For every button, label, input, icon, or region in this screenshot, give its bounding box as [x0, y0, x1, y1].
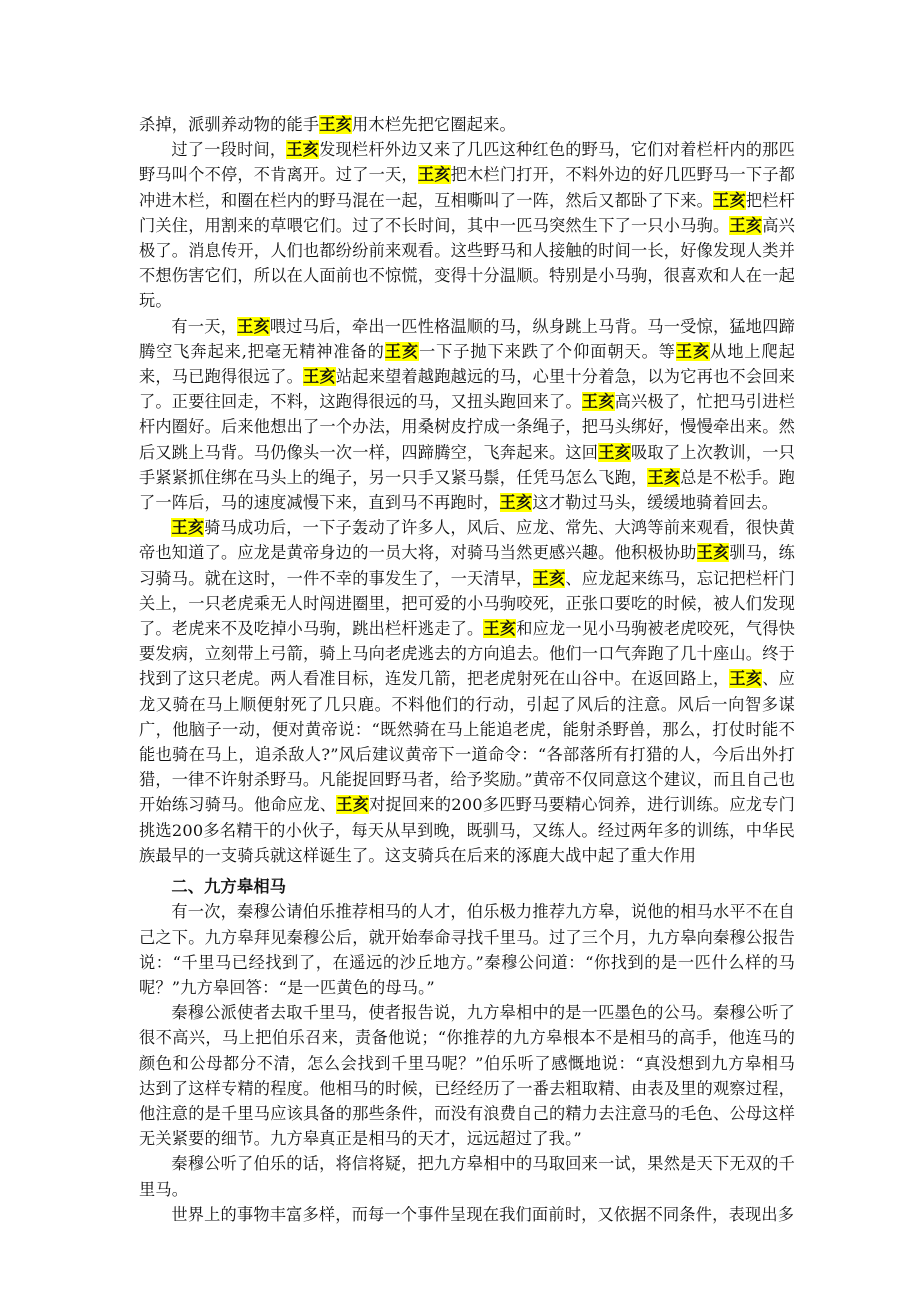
highlighted-name: 王亥 [237, 316, 270, 336]
highlighted-name: 王亥 [336, 795, 370, 815]
section-heading [139, 874, 795, 899]
text-run: 一下子抛下来跌了个仰面朝天。等 [419, 341, 676, 361]
paragraph [139, 314, 795, 516]
paragraph [139, 899, 795, 1000]
text-run: 有一天， [171, 316, 238, 336]
text-run: 高兴极了，忙把马引进栏杆内圈好。后来他想出了一个办法，用桑树皮拧成一条绳子，把马头绑好，慢慢牵出来。然后又跳上马背。马仍像头一次一样，四蹄腾空，飞奔起来。这回 [139, 392, 795, 462]
text-run: 过了一段时间， [171, 140, 287, 160]
text-run: 发现栏杆外边又来了几匹这种红色的野马，它们对着栏杆内的那匹野马叫个不停，不肯离开。过了一天， [139, 140, 795, 185]
paragraph [139, 515, 795, 868]
paragraph [139, 112, 795, 137]
text-run: 总是不松手。跑了一阵后，马的速度减慢下来，直到马不再跑时， [139, 467, 796, 513]
highlighted-name: 王亥 [483, 619, 517, 639]
highlighted-name: 王亥 [303, 367, 336, 387]
highlighted-name: 王亥 [729, 215, 763, 235]
highlighted-name: 王亥 [499, 493, 533, 513]
text-run: 从地上爬起来，马已跑得很远了。 [139, 341, 795, 387]
highlighted-name: 王亥 [713, 190, 746, 210]
paragraph [139, 1151, 795, 1201]
highlighted-name: 王亥 [598, 442, 632, 462]
highlighted-name: 王亥 [417, 165, 451, 185]
highlighted-name: 王亥 [319, 115, 353, 134]
text-run: 喂过马后，牵出一匹性格温顺的马，纵身跳上马背。马一受惊，猛地四蹄腾空飞奔起来,把毫无精神准备的 [139, 316, 795, 361]
text-run: 驯马，练习骑马。就在这时，一件不幸的事发生了，一天清早， [139, 543, 795, 588]
text-run: 把木栏门打开，不料外边的好几匹野马一下子都冲进木栏，和圈在栏内的野马混在一起，互相嘶叫了一阵，然后又都卧了下来。 [139, 165, 796, 210]
highlighted-name: 王亥 [384, 341, 420, 361]
highlighted-name: 王亥 [532, 568, 566, 588]
text-run: 有一次，秦穆公请伯乐推荐相马的人才，伯乐极力推荐九方皋，说他的相马水平不在自己之下。九方皋拜见秦穆公后，就开始奉命寻找千里马。过了三个月，九方皋向秦穆公报告说：“千里马已经找到了，在遥远的沙丘地方。”秦穆公问道：“你找到的是一匹什么样的马呢？”九方皋回答：“是一匹黄色的母马。” [139, 902, 795, 997]
text-run: 吸取了上次教训，一只手紧紧抓住绑在马头上的绳子，另一只手又紧马鬃，任凭马怎么飞跑， [139, 442, 796, 487]
text-run: 二、九方皋相马 [171, 877, 287, 897]
text-run: 秦穆公听了伯乐的话，将信将疑，把九方皋相中的马取回来一试，果然是天下无双的千里马。 [139, 1154, 795, 1199]
text-run: 、应龙又骑在马上顺便射死了几只鹿。不料他们的行动，引起了风后的注意。风后一向智多谋广，他脑子一动，便对黄帝说：“既然骑在马上能追老虎，能射杀野兽，那么，打仗时能不能也骑在马上，追杀敌人?”风后建议黄帝下一道命令：“各部落所有打猎的人，今后出外打猎，一律不许射杀野马。凡能捉回野马者，给予奖励。”黄帝不仅同意这个建议，而且自己也开始练习骑马。他命应龙、 [139, 669, 796, 815]
paragraph [139, 1202, 795, 1227]
paragraph [139, 1000, 795, 1151]
highlighted-name: 王亥 [647, 467, 681, 487]
highlighted-name: 王亥 [171, 518, 205, 538]
highlighted-name: 王亥 [675, 341, 711, 361]
highlighted-name: 王亥 [696, 543, 730, 563]
text-run: 骑马成功后，一下子轰动了许多人，风后、应龙、常先、大鸿等前来观看，很快黄帝也知道了。应龙是黄帝身边的一员大将，对骑马当然更感兴趣。他积极协助 [139, 518, 795, 563]
document-body [139, 112, 795, 1227]
text-run: 、应龙起来练马，忘记把栏杆门关上，一只老虎乘无人时闯进圈里，把可爱的小马驹咬死，正张口要吃的时候，被人们发现了。老虎来不及吃掉小马驹，跳出栏杆逃走了。 [139, 568, 795, 639]
text-run: 世界上的事物丰富多样，而每一个事件呈现在我们面前时，又依据不同条件，表现出多 [171, 1204, 795, 1224]
text-run: 高兴极了。消息传开，人们也都纷纷前来观看。这些野马和人接触的时间一长，好像发现人类并不想伤害它们，所以在人面前也不惊慌，变得十分温顺。特别是小马驹，很喜欢和人在一起玩。 [139, 215, 796, 311]
text-run: 把栏杆门关住，用割来的草喂它们。过了不长时间，其中一匹马突然生下了一只小马驹。 [139, 190, 796, 235]
text-run: 杀掉，派驯养动物的能手 [139, 115, 320, 134]
text-run: 用木栏先把它圈起来。 [352, 115, 516, 134]
text-run: 这才勒过马头，缓缓地骑着回去。 [532, 493, 779, 513]
text-run: 对捉回来的200多匹野马要精心饲养，进行训练。应龙专门挑选200多名精干的小伙子，每天从早到晚，既驯马，又练人。经过两年多的训练，中华民族最早的一支骑兵就这样诞生了。这支骑兵在后来的涿鹿大战中起了重大作用 [139, 795, 796, 865]
text-run: 和应龙一见小马驹被老虎咬死，气得快要发病，立刻带上弓箭，骑上马向老虎逃去的方向追去。他们一口气奔跑了几十座山。终于找到了这只老虎。两人看准目标，连发几箭，把老虎射死在山谷中。在返回路上， [139, 619, 796, 689]
paragraph [139, 137, 795, 313]
highlighted-name: 王亥 [286, 140, 320, 160]
highlighted-name: 王亥 [729, 669, 763, 689]
highlighted-name: 王亥 [581, 392, 615, 412]
text-run: 秦穆公派使者去取千里马，使者报告说，九方皋相中的是一匹墨色的公马。秦穆公听了很不高兴，马上把伯乐召来，责备他说；“你推荐的九方皋根本不是相马的高手，他连马的颜色和公母都分不清，怎么会找到千里马呢？”伯乐听了感慨地说：“真没想到九方皋相马达到了这样专精的程度。他相马的时候，已经经历了一番去粗取精、由表及里的观察过程，他注意的是千里马应该具备的那些条件，而没有浪费自己的精力去注意马的毛色、公母这样无关紧要的细节。九方皋真正是相马的天才，远远超过了我。” [139, 1003, 795, 1149]
text-run: 站起来望着越跑越远的马，心里十分着急，以为它再也不会回来了。正要往回走，不料，这跑得很远的马，又扭头跑回来了。 [139, 367, 795, 412]
